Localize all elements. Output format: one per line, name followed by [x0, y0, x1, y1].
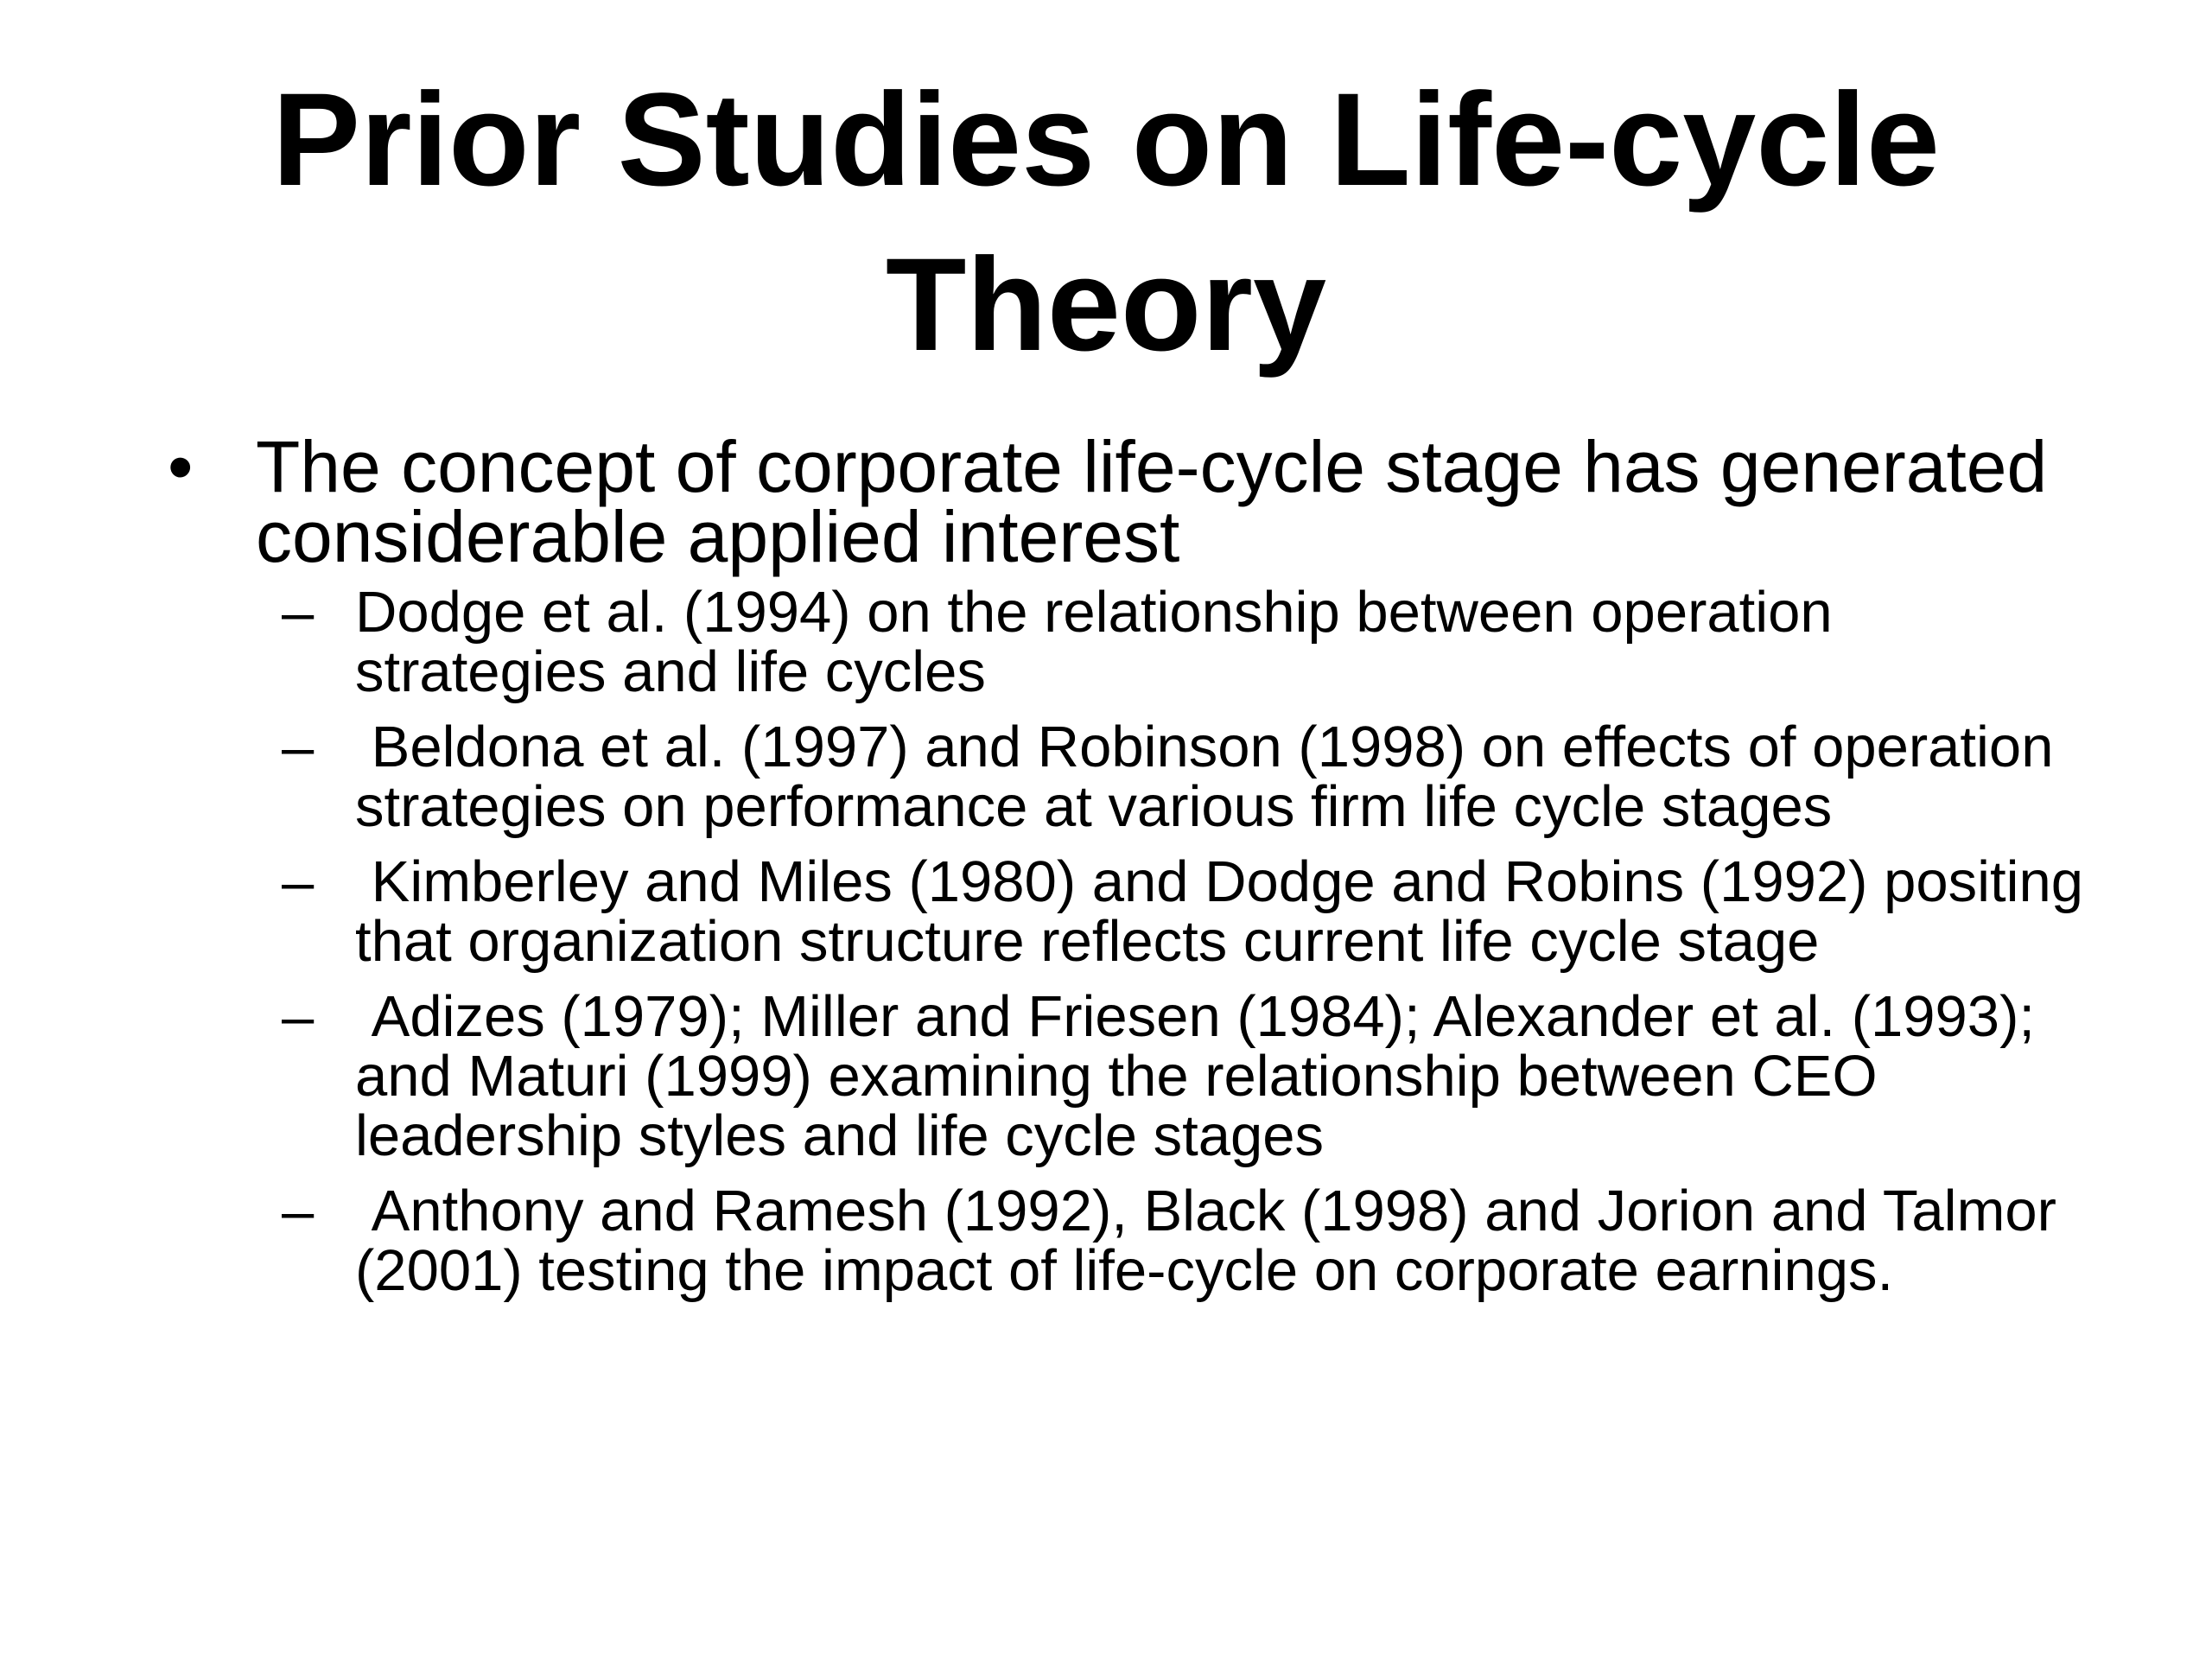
sub-bullet-list	[168, 580, 2120, 1303]
sub-bullet	[168, 1179, 2120, 1303]
sub-bullet-text: Beldona et al. (1997) and Robinson (1998) on effects of operation strategies on performance at various firm life cycle stages	[355, 715, 2070, 839]
main-bullet	[168, 426, 2120, 577]
dash-marker: –	[282, 1179, 315, 1243]
sub-bullet	[168, 984, 2120, 1168]
dash-marker: –	[282, 984, 315, 1049]
sub-bullet	[168, 849, 2120, 974]
dash-marker: –	[282, 715, 315, 779]
sub-bullet	[168, 582, 2120, 702]
main-bullet-text: The concept of corporate life-cycle stage has generated considerable applied interest	[256, 426, 2048, 577]
sub-bullet	[168, 715, 2120, 839]
slide-title: Prior Studies on Life-cycle Theory	[272, 66, 1940, 378]
sub-bullet-text: Anthony and Ramesh (1992), Black (1998) and Jorion and Talmor (2001) testing the impact of life-cycle on corporate earnings.	[355, 1179, 2073, 1303]
sub-bullet-text: Dodge et al. (1994) on the relationship between operation strategies and life cycles	[355, 580, 1833, 704]
dash-marker: –	[282, 849, 315, 914]
sub-bullet-text: Kimberley and Miles (1980) and Dodge and Robins (1992) positing that organization structure reflects current life cycle stage	[355, 849, 2100, 974]
dash-marker: –	[282, 580, 315, 645]
bullet-marker: •	[168, 426, 194, 507]
sub-bullet-text: Adizes (1979); Miller and Friesen (1984); Alexander et al. (1993); and Maturi (1999) examining the relationship between CEO leadership styles and life cycle stages	[355, 984, 2051, 1168]
slide-body	[168, 426, 2120, 1316]
